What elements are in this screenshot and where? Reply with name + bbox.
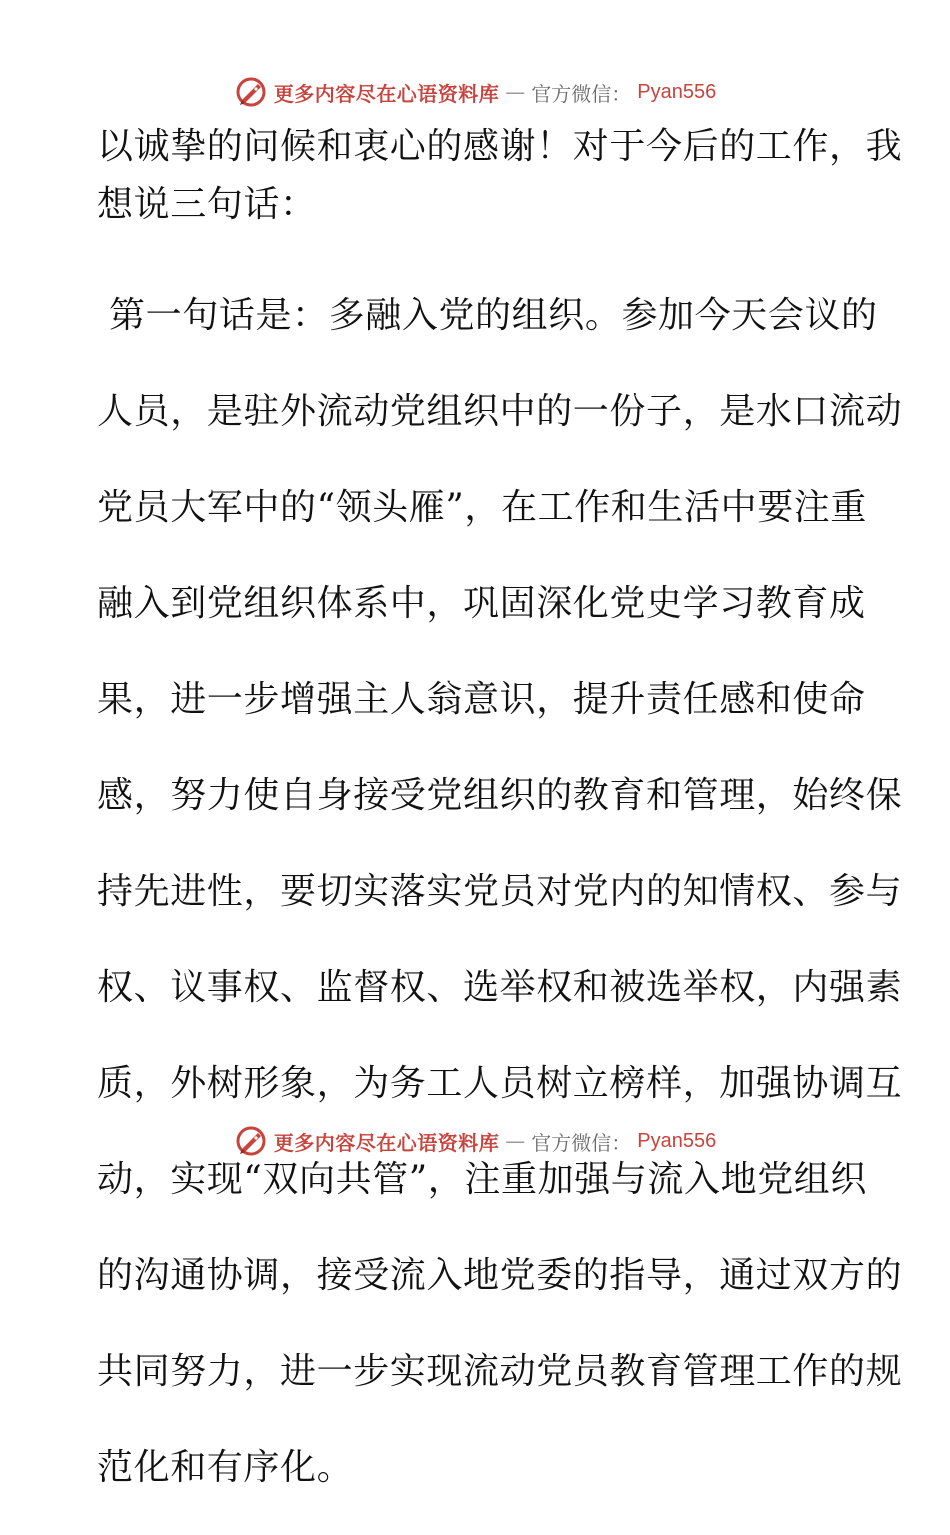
- text-line: 范化和有序化。: [97, 1447, 354, 1488]
- text-line: 第一句话是：多融入党的组织。参加今天会议的: [97, 295, 878, 336]
- text-line: 感，努力使自身接受党组织的教育和管理，始终保: [97, 775, 903, 816]
- wechat-label: 官方微信：: [531, 81, 632, 106]
- site-name: 更多内容尽在心语资料库: [273, 81, 500, 106]
- paragraph-spacer: [97, 234, 857, 249]
- banner-separator: —: [505, 80, 526, 104]
- text-line: 想说三句话：: [97, 184, 317, 225]
- wechat-label: 官方微信：: [531, 1130, 632, 1155]
- text-line: 果，进一步增强主人翁意识，提升责任感和使命: [97, 679, 866, 720]
- text-line: 的沟通协调，接受流入地党委的指导，通过双方的: [97, 1255, 903, 1296]
- text-line: 党员大军中的“领头雁”，在工作和生活中要注重: [97, 487, 868, 528]
- document-body: [97, 118, 903, 1535]
- paragraph: [97, 118, 903, 234]
- text-line: 以诚挚的问候和衷心的感谢！对于今后的工作，我: [97, 126, 903, 167]
- paragraph: [97, 249, 903, 1535]
- text-line: 人员，是驻外流动党组织中的一份子，是水口流动: [97, 391, 903, 432]
- banner-separator: —: [505, 1129, 526, 1153]
- text-line: 权、议事权、监督权、选举权和被选举权，内强素: [97, 967, 903, 1008]
- footer-banner: [0, 1121, 950, 1161]
- wechat-id: Pyan556: [637, 1129, 717, 1152]
- text-line: 持先进性，要切实落实党员对党内的知情权、参与: [97, 871, 903, 912]
- pen-nib-logo-icon: [234, 75, 268, 109]
- text-line: 动，实现“双向共管”，注重加强与流入地党组织: [97, 1159, 868, 1200]
- text-line: 质，外树形象，为务工人员树立榜样，加强协调互: [97, 1063, 903, 1104]
- text-line: 融入到党组织体系中，巩固深化党史学习教育成: [97, 583, 866, 624]
- header-banner: [0, 72, 950, 112]
- site-name: 更多内容尽在心语资料库: [273, 1130, 500, 1155]
- pen-nib-logo-icon: [234, 1124, 268, 1158]
- text-line: 共同努力，进一步实现流动党员教育管理工作的规: [97, 1351, 903, 1392]
- wechat-id: Pyan556: [637, 80, 717, 103]
